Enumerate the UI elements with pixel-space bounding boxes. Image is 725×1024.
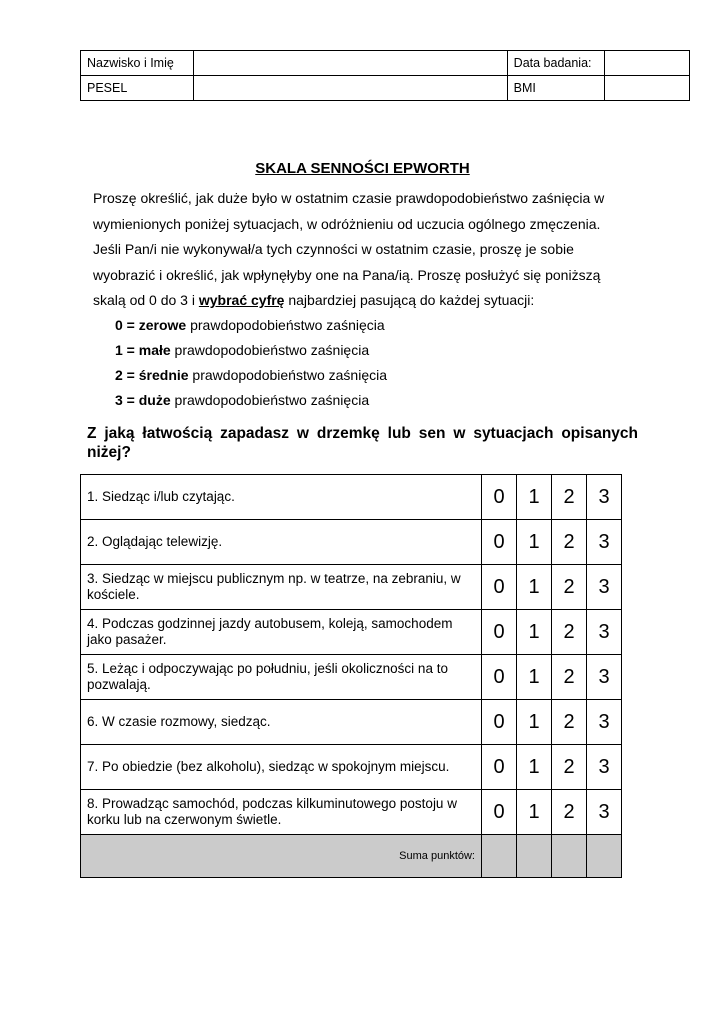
sum-label: Suma punktów: (81, 835, 482, 878)
situation-label: 7. Po obiedzie (bez alkoholu), siedząc w spokojnym miejscu. (81, 745, 482, 790)
situation-label: 5. Leżąc i odpoczywając po południu, jeśli okoliczności na to pozwalają. (81, 655, 482, 700)
score-option-2[interactable]: 2 (552, 655, 587, 700)
situation-label: 2. Oglądając telewizję. (81, 520, 482, 565)
table-row (81, 655, 622, 700)
instructions (93, 186, 653, 314)
sum-cell[interactable] (587, 835, 622, 878)
score-option-0[interactable]: 0 (482, 520, 517, 565)
date-label: Data badania: (507, 51, 604, 76)
scale-item (115, 338, 387, 363)
score-option-3[interactable]: 3 (587, 790, 622, 835)
scale-key: 3 = duże (115, 392, 171, 408)
scale-item (115, 388, 387, 413)
scale-legend (115, 313, 387, 413)
scale-text: prawdopodobieństwo zaśnięcia (188, 367, 388, 383)
table-row (81, 475, 622, 520)
sum-row (81, 835, 622, 878)
page-title: SKALA SENNOŚCI EPWORTH (255, 160, 470, 177)
instructions-text: skalą od 0 do 3 i (93, 292, 199, 308)
question-heading: Z jaką łatwością zapadasz w drzemkę lub sen w sytuacjach opisanych niżej? (87, 425, 638, 461)
scale-key: 0 = zerowe (115, 317, 187, 333)
bmi-field[interactable] (604, 76, 689, 101)
table-row (81, 790, 622, 835)
table-row (81, 610, 622, 655)
score-option-0[interactable]: 0 (482, 745, 517, 790)
score-option-1[interactable]: 1 (517, 610, 552, 655)
instructions-line (93, 288, 653, 314)
bmi-label: BMI (507, 76, 604, 101)
score-option-1[interactable]: 1 (517, 745, 552, 790)
score-option-3[interactable]: 3 (587, 610, 622, 655)
score-option-3[interactable]: 3 (587, 565, 622, 610)
name-label: Nazwisko i Imię (81, 51, 194, 76)
instructions-line: Jeśli Pan/i nie wykonywał/a tych czynności w ostatnim czasie, proszę je sobie (93, 241, 574, 257)
scale-item (115, 313, 387, 338)
situation-label: 1. Siedząc i/lub czytając. (81, 475, 482, 520)
pesel-field[interactable] (194, 76, 508, 101)
score-option-1[interactable]: 1 (517, 700, 552, 745)
score-option-0[interactable]: 0 (482, 700, 517, 745)
score-option-1[interactable]: 1 (517, 475, 552, 520)
score-option-3[interactable]: 3 (587, 520, 622, 565)
table-row (81, 520, 622, 565)
instructions-text: najbardziej pasującą do każdej sytuacji: (284, 292, 535, 308)
score-option-0[interactable]: 0 (482, 655, 517, 700)
name-field[interactable] (194, 51, 508, 76)
sum-cell[interactable] (552, 835, 587, 878)
score-option-2[interactable]: 2 (552, 790, 587, 835)
score-option-0[interactable]: 0 (482, 610, 517, 655)
table-row (81, 745, 622, 790)
scale-item (115, 363, 387, 388)
scale-text: prawdopodobieństwo zaśnięcia (186, 317, 385, 333)
score-option-0[interactable]: 0 (482, 475, 517, 520)
table-row (81, 565, 622, 610)
situations-table (80, 474, 622, 878)
score-option-0[interactable]: 0 (482, 790, 517, 835)
date-field[interactable] (604, 51, 689, 76)
scale-key: 1 = małe (115, 342, 171, 358)
situation-label: 3. Siedząc w miejscu publicznym np. w teatrze, na zebraniu, w kościele. (81, 565, 482, 610)
score-option-2[interactable]: 2 (552, 565, 587, 610)
patient-header-table (80, 50, 690, 101)
score-option-0[interactable]: 0 (482, 565, 517, 610)
score-option-3[interactable]: 3 (587, 475, 622, 520)
score-option-2[interactable]: 2 (552, 520, 587, 565)
score-option-1[interactable]: 1 (517, 790, 552, 835)
sum-cell[interactable] (517, 835, 552, 878)
scale-text: prawdopodobieństwo zaśnięcia (170, 342, 370, 358)
instructions-line: Proszę określić, jak duże było w ostatnim czasie prawdopodobieństwo zaśnięcia w (93, 190, 605, 206)
instructions-emphasis: wybrać cyfrę (198, 292, 285, 308)
score-option-3[interactable]: 3 (587, 655, 622, 700)
instructions-line: wymienionych poniżej sytuacjach, w odróżnieniu od uczucia ogólnego zmęczenia. (93, 215, 601, 232)
situation-label: 6. W czasie rozmowy, siedząc. (81, 700, 482, 745)
score-option-3[interactable]: 3 (587, 700, 622, 745)
score-option-2[interactable]: 2 (552, 700, 587, 745)
score-option-2[interactable]: 2 (552, 610, 587, 655)
score-option-1[interactable]: 1 (517, 520, 552, 565)
score-option-3[interactable]: 3 (587, 745, 622, 790)
score-option-1[interactable]: 1 (517, 565, 552, 610)
situation-label: 8. Prowadząc samochód, podczas kilkuminutowego postoju w korku lub na czerwonym świetle. (81, 790, 482, 835)
score-option-2[interactable]: 2 (552, 745, 587, 790)
scale-text: prawdopodobieństwo zaśnięcia (170, 392, 370, 408)
situation-label: 4. Podczas godzinnej jazdy autobusem, koleją, samochodem jako pasażer. (81, 610, 482, 655)
sum-cell[interactable] (482, 835, 517, 878)
score-option-1[interactable]: 1 (517, 655, 552, 700)
instructions-line: wyobrazić i określić, jak wpłynęłyby one na Pana/ią. Proszę posłużyć się poniższą (93, 266, 601, 283)
pesel-label: PESEL (81, 76, 194, 101)
score-option-2[interactable]: 2 (552, 475, 587, 520)
scale-key: 2 = średnie (115, 367, 189, 383)
table-row (81, 700, 622, 745)
